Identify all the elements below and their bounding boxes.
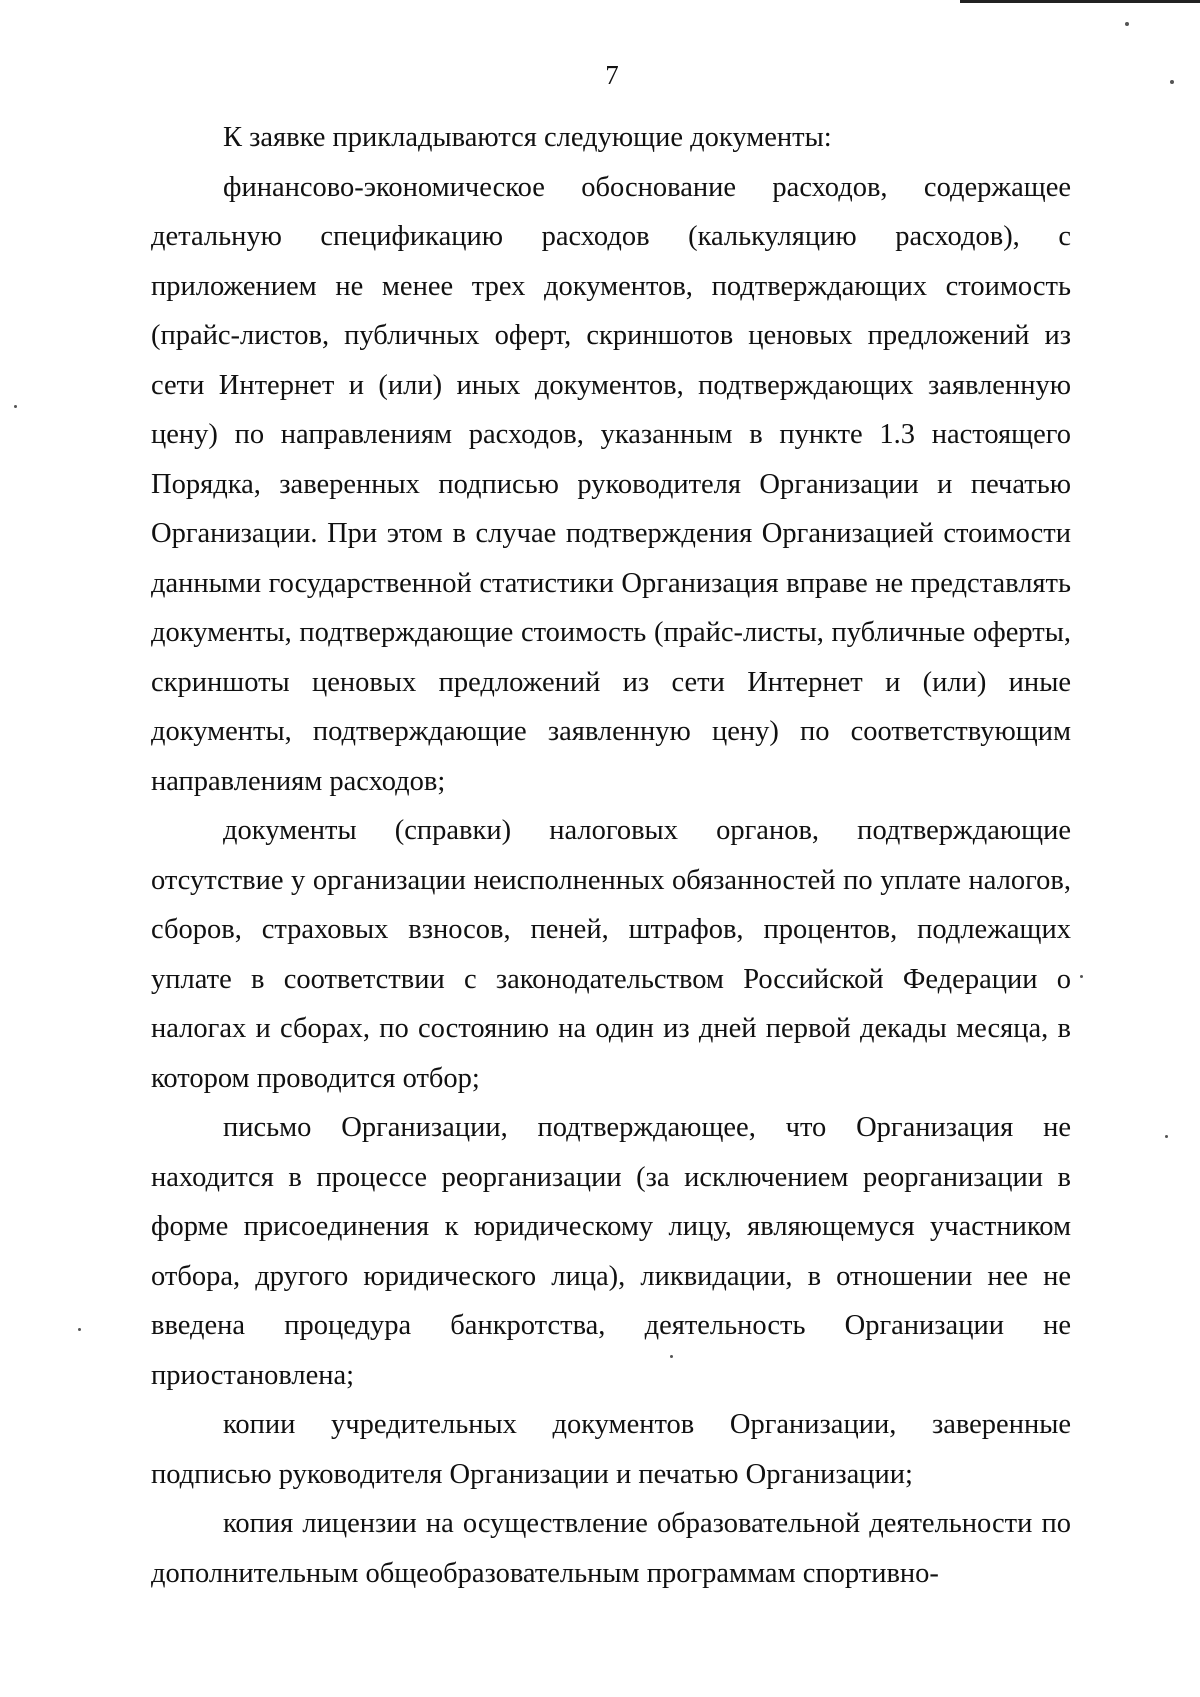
paragraph-license-copy: копия лицензии на осуществление образовательной деятельности по дополнительным общеобразовательным программам спортивно- xyxy=(151,1508,1071,1589)
paragraph-financial-justification: финансово-экономическое обоснование расходов, содержащее детальную спецификацию расходов (калькуляцию расходов), с приложением не менее трех документов, подтверждающих стоимость (прайс-листов, публичных оферт, скриншотов ценовых предложений из сети Интернет и (или) иных документов, подтверждающих заявленную цену) по направлениям расходов, указанным в пункте 1.3 настоящего Порядка, заверенных подписью руководителя Организации и печатью Организации. При этом в случае подтверждения Организацией стоимости данными государственной статистики Организация вправе не представлять документы, подтверждающие стоимость (прайс-листы, публичные оферты, скриншоты ценовых предложений из сети Интернет и (или) иные документы, подтверждающие заявленную цену) по соответствующим направлениям расходов; xyxy=(151,171,1071,797)
scan-speck xyxy=(78,1328,81,1331)
paragraph-intro: К заявке прикладываются следующие документы: xyxy=(223,122,832,153)
paragraph-tax-certificates: документы (справки) налоговых органов, подтверждающие отсутствие у организации неисполненных обязанностей по уплате налогов, сборов, страховых взносов, пеней, штрафов, процентов, подлежащих уплате в соответствии с законодательством Российской Федерации о налогах и сборах, по состоянию на один из дней первой декады месяца, в котором проводится отбор; xyxy=(151,815,1071,1094)
scan-speck xyxy=(670,1355,673,1358)
scan-speck xyxy=(1170,80,1174,84)
scan-speck xyxy=(1125,22,1129,26)
scan-speck xyxy=(14,405,17,408)
scan-speck xyxy=(1165,1135,1168,1138)
paragraph-founding-documents: копии учредительных документов Организации, заверенные подписью руководителя Организации и печатью Организации; xyxy=(151,1409,1071,1490)
paragraph-organization-letter: письмо Организации, подтверждающее, что Организация не находится в процессе реорганизации (за исключением реорганизации в форме присоединения к юридическому лицу, являющемуся участником отбора, другого юридического лица), ликвидации, в отношении нее не введена процедура банкротства, деятельность Организации не приостановлена; xyxy=(151,1112,1071,1391)
document-body xyxy=(151,113,1071,1598)
scan-speck xyxy=(1080,975,1083,978)
page-number: 7 xyxy=(605,60,619,90)
scan-edge-line xyxy=(960,0,1200,3)
